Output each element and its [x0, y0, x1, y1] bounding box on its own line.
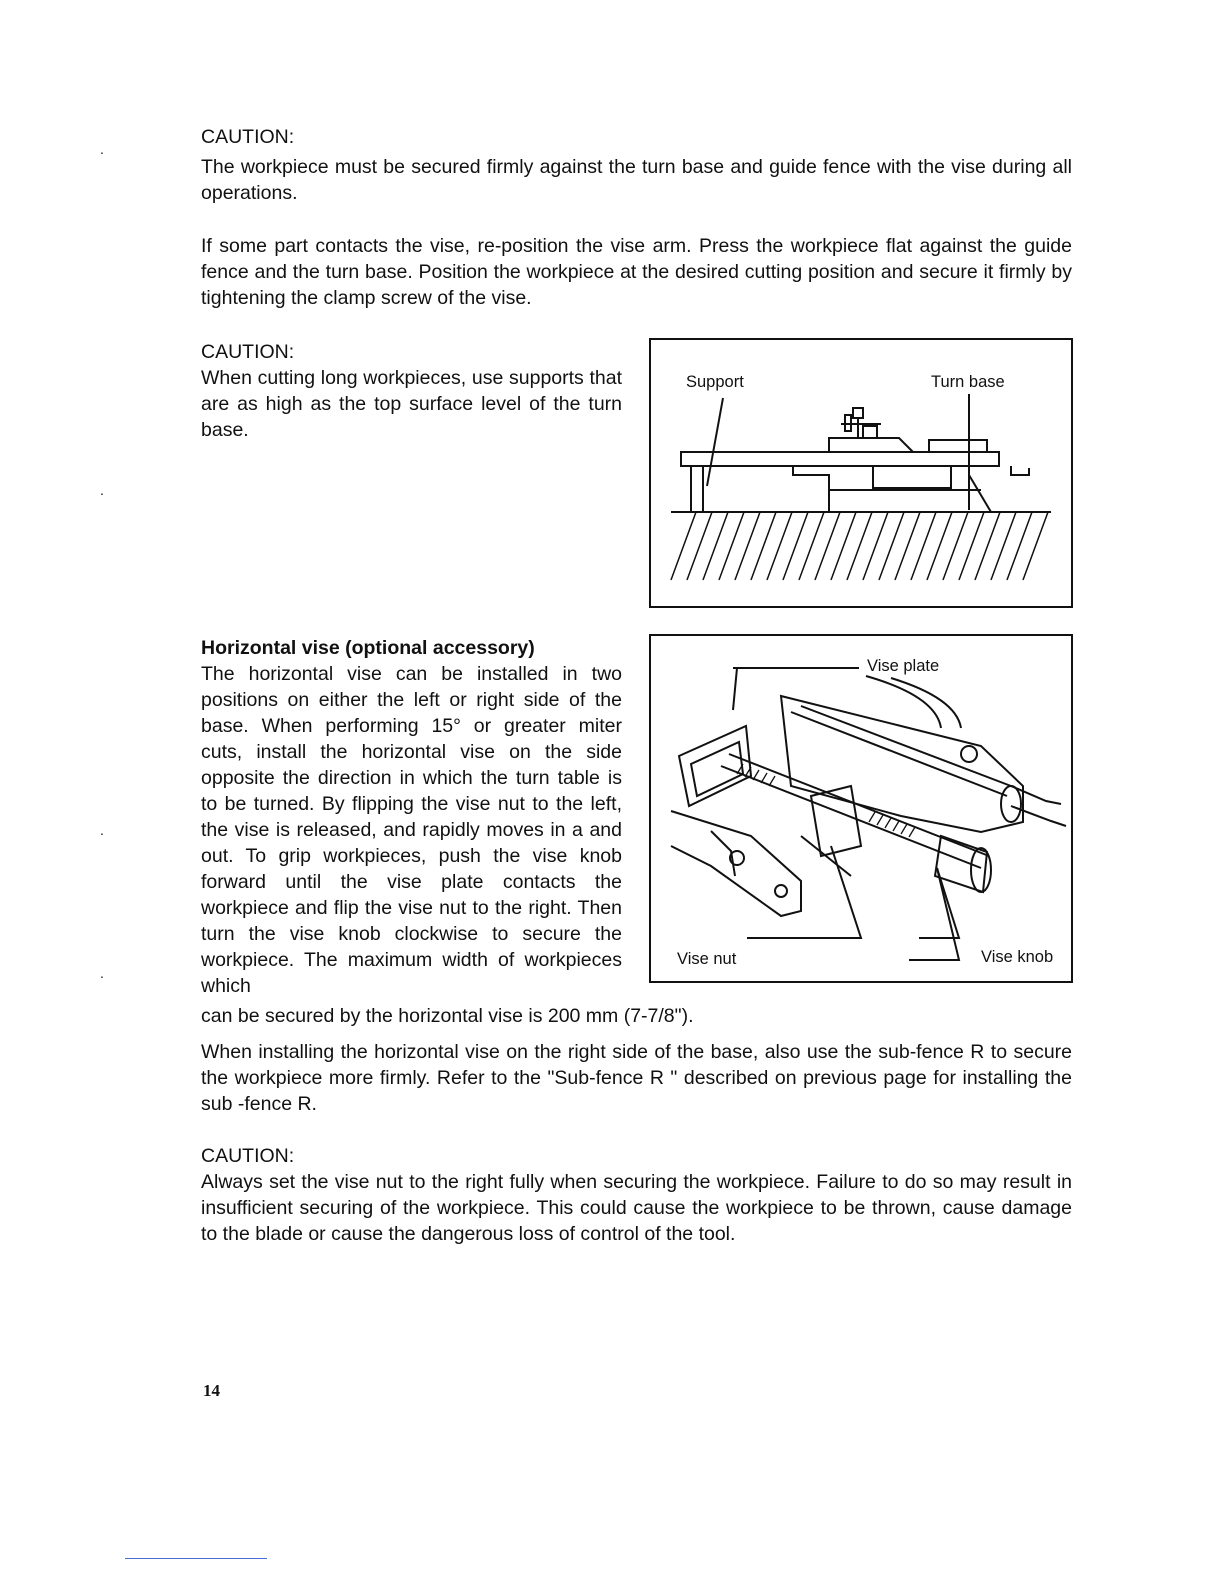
right-side-paragraph: When installing the horizontal vise on the right side of the base, also use the sub-fence R to secure the workpiece more firmly. Refer to the "Sub-fence R " described on previous page for installing the sub -fence R.	[201, 1041, 1072, 1115]
caution2-text: When cutting long workpieces, use supports that are as high as the top surface level of the turn base.	[201, 367, 622, 441]
caution2-heading: CAUTION:	[201, 341, 295, 363]
vise-nut-label: Vise nut	[677, 950, 737, 968]
horizontal-vise-text-cont: can be secured by the horizontal vise is 200 mm (7-7/8").	[201, 1005, 694, 1027]
horizontal-vise-figure	[649, 634, 1073, 983]
support-figure	[649, 338, 1073, 608]
reposition-paragraph: If some part contacts the vise, re-position the vise arm. Press the workpiece flat against the guide fence and the turn base. Position the workpiece at the desired cutting position and secure it firmly by tightening the clamp screw of the vise.	[201, 235, 1072, 309]
page-number: 14	[203, 1381, 220, 1400]
caution3-text: Always set the vise nut to the right fully when securing the workpiece. Failure to do so may result in insufficient securing of the workpiece. This could cause the workpiece to be thrown, cause damage to the blade or cause the dangerous loss of control of the tool.	[201, 1171, 1072, 1245]
margin-dot-1: .	[100, 141, 104, 157]
turn-base-label: Turn base	[931, 373, 1005, 391]
horizontal-vise-text: The horizontal vise can be installed in two positions on either the left or right side of the base. When performing 15° or greater miter cuts, install the horizontal vise on the side opposite the direction in which the turn table is to be turned. By flipping the vise nut to the left, the vise is released, and rapidly moves in a and out. To grip workpieces, push the vise knob forward until the vise plate contacts the workpiece and flip the vise nut to the right. Then turn the vise knob clockwise to secure the workpiece. The maximum width of workpieces which	[201, 663, 622, 997]
ground-hatching	[671, 512, 1048, 580]
margin-dot-4: .	[100, 965, 104, 981]
margin-dot-3: .	[100, 822, 104, 838]
horizontal-vise-heading: Horizontal vise (optional accessory)	[201, 637, 535, 659]
margin-dot-2: .	[100, 482, 104, 498]
vise-plate-label: Vise plate	[867, 657, 940, 675]
vise-knob-label: Vise knob	[981, 948, 1054, 966]
caution1-heading: CAUTION:	[201, 126, 295, 148]
bottom-underline	[125, 1558, 267, 1559]
horizontal-vise-diagram	[651, 636, 1071, 981]
support-label: Support	[686, 373, 744, 391]
caution3-heading: CAUTION:	[201, 1145, 295, 1167]
caution1-text: The workpiece must be secured firmly against the turn base and guide fence with the vise during all operations.	[201, 156, 1072, 204]
